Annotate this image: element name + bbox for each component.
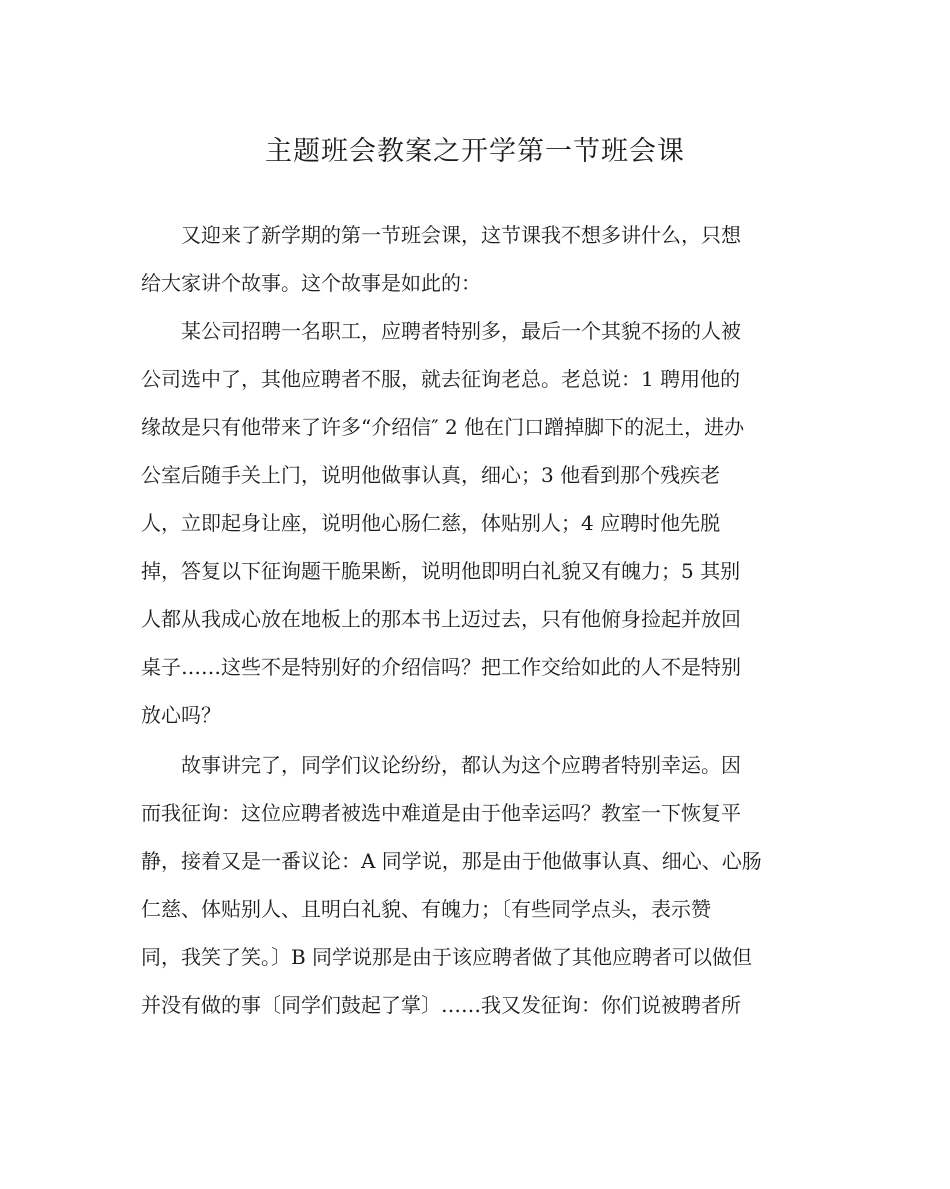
text-line: 公室后随手关上门，说明他做事认真，细心；3 他看到那个残疾老 xyxy=(141,463,721,487)
text-line: 人都从我成心放在地板上的那本书上迈过去，只有他俯身捡起并放回 xyxy=(141,607,741,631)
text-line: 而我征询：这位应聘者被选中难道是由于他幸运吗？教室一下恢复平 xyxy=(141,801,741,825)
text-line: 人，立即起身让座，说明他心肠仁慈，体贴别人；4 应聘时他先脱 xyxy=(141,511,721,535)
text-line: 某公司招聘一名职工，应聘者特别多，最后一个其貌不扬的人被 xyxy=(141,319,741,343)
text-line: 缘故是只有他带来了许多“介绍信″ 2 他在门口蹭掉脚下的泥土，进办 xyxy=(141,415,745,439)
text-line: 又迎来了新学期的第一节班会课，这节课我不想多讲什么，只想 xyxy=(141,223,741,247)
document-title: 主题班会教案之开学第一节班会课 xyxy=(265,136,685,167)
text-line: 给大家讲个故事。这个故事是如此的： xyxy=(141,271,481,295)
text-line: 放心吗？ xyxy=(141,703,221,727)
text-line: 仁慈、体贴别人、且明白礼貌、有魄力；〔有些同学点头，表示赞 xyxy=(141,897,711,921)
text-line: 同，我笑了笑。〕B 同学说那是由于该应聘者做了其他应聘者可以做但 xyxy=(141,945,753,969)
text-line: 桌子……这些不是特别好的介绍信吗？把工作交给如此的人不是特别 xyxy=(141,655,741,679)
text-line: 故事讲完了，同学们议论纷纷，都认为这个应聘者特别幸运。因 xyxy=(141,753,741,777)
text-line: 并没有做的事〔同学们鼓起了掌〕……我又发征询：你们说被聘者所 xyxy=(141,993,741,1017)
text-line: 静，接着又是一番议论：A 同学说，那是由于他做事认真、细心、心肠 xyxy=(141,849,762,873)
text-line: 掉，答复以下征询题干脆果断，说明他即明白礼貌又有魄力；5 其别 xyxy=(141,559,741,583)
text-line: 公司选中了，其他应聘者不服，就去征询老总。老总说：1 聘用他的 xyxy=(141,367,741,391)
